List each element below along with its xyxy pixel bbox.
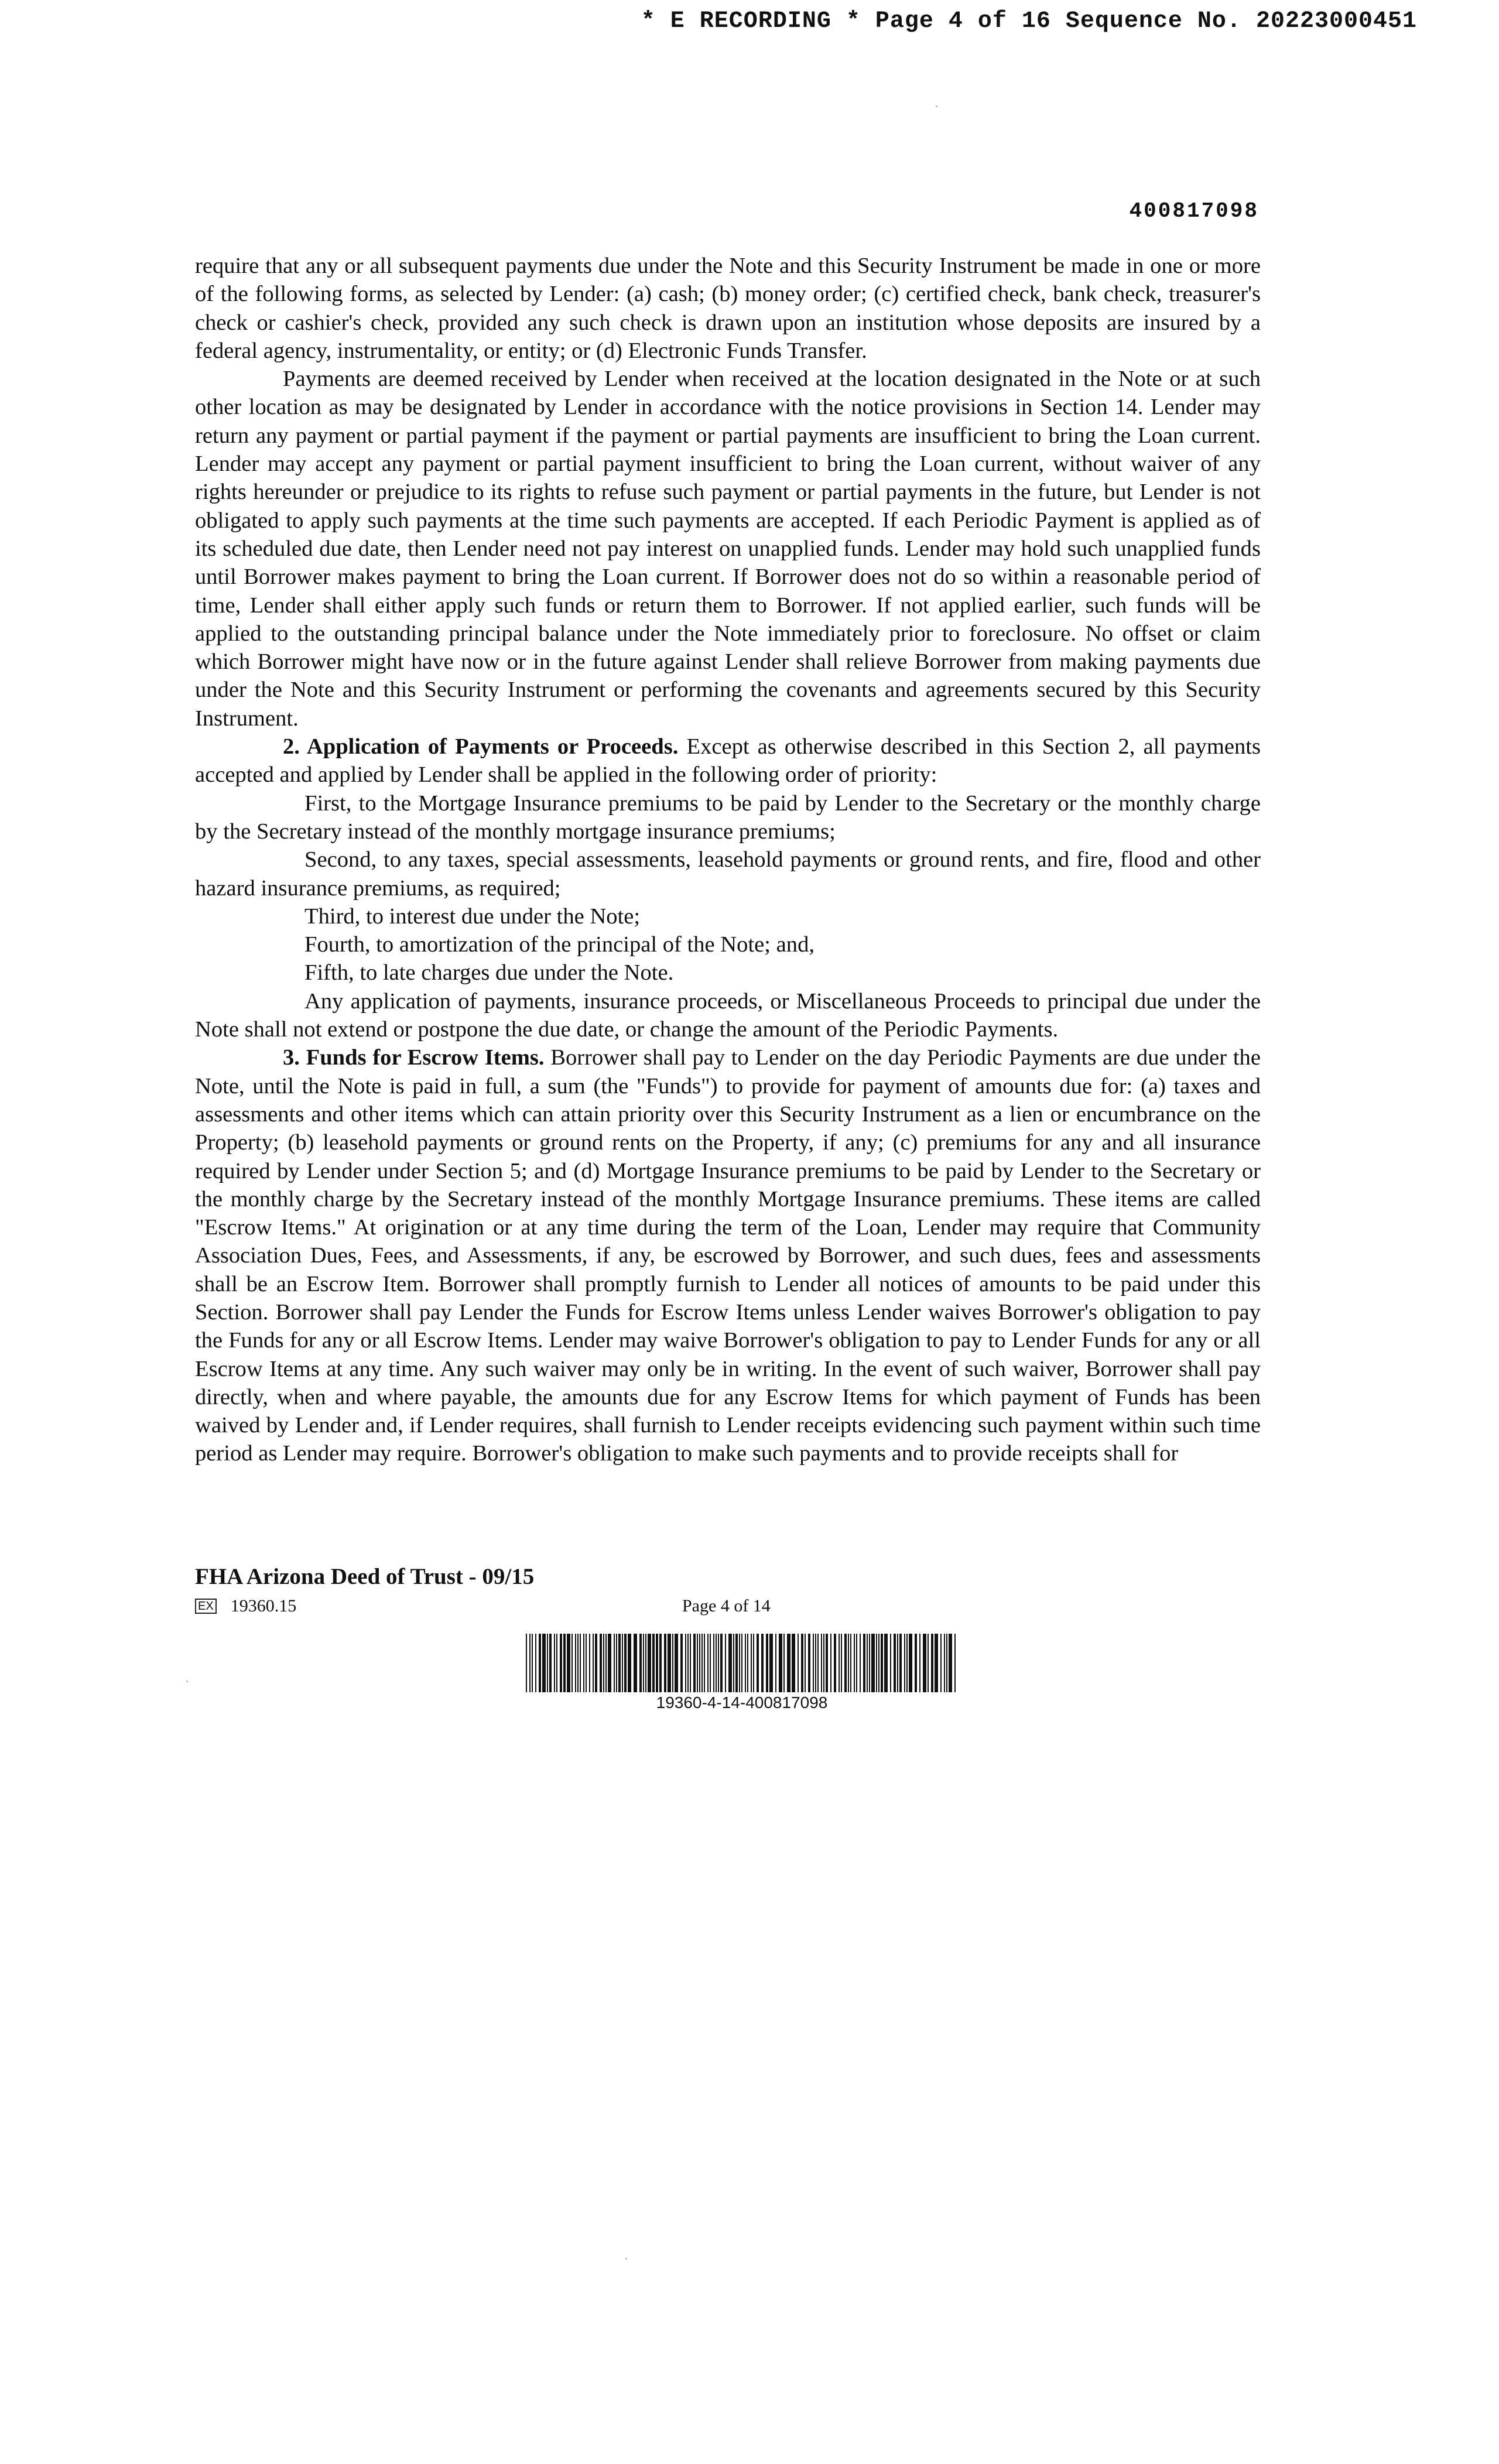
paragraph-section-3 <box>195 1043 1261 1467</box>
priority-second: Second, to any taxes, special assessments, leasehold payments or ground rents, and fire, flood and other hazard insurance premiums, as required; <box>195 847 1261 901</box>
paragraph-payments-received: Payments are deemed received by Lender when received at the location designated in the Note or at such other location as may be designated by Lender in accordance with the notice provisions in Section 14. Lender may return any payment or partial payment if the payment or partial payments are insufficient to bring the Loan current. Lender may accept any payment or partial payment insufficient to bring the Loan current, without waiver of any rights hereunder or prejudice to its rights to refuse such payment or partial payments in the future, but Lender is not obligated to apply such payments at the time such payments are accepted. If each Periodic Payment is applied as of its scheduled due date, then Lender need not pay interest on unapplied funds. Lender may hold such unapplied funds until Borrower makes payment to bring the Loan current. If Borrower does not do so within a reasonable period of time, Lender shall either apply such funds or return them to Borrower. If not applied earlier, such funds will be applied to the outstanding principal balance under the Note immediately prior to foreclosure. No offset or claim which Borrower might have now or in the future against Lender shall relieve Borrower from making payments due under the Note and this Security Instrument or performing the covenants and agreements secured by this Security Instrument. <box>195 367 1261 731</box>
priority-fourth: Fourth, to amortization of the principal of the Note; and, <box>304 932 815 957</box>
scan-speck <box>936 105 937 107</box>
section-3-text: Borrower shall pay to Lender on the day Periodic Payments are due under the Note, until the Note is paid in full, a sum (the "Funds") to provide for payment of amounts due for: (a) taxes and assessments and other items which can attain priority over this Security Instrument as a lien or encumbrance on the Property; (b) leasehold payments or ground rents on the Property, if any; (c) premiums for any and all insurance required by Lender under Section 5; and (d) Mortgage Insurance premiums to be paid by Lender to the Secretary or the monthly charge by the Secretary instead of the monthly Mortgage Insurance premiums. These items are called "Escrow Items." At origination or at any time during the term of the Loan, Lender may require that Community Association Dues, Fees, and Assessments, if any, be escrowed by Borrower, and such dues, fees and assessments shall be an Escrow Item. Borrower shall promptly furnish to Lender all notices of amounts to be paid under this Section. Borrower shall pay Lender the Funds for Escrow Items unless Lender waives Borrower's obligation to pay the Funds for any or all Escrow Items. Lender may waive Borrower's obligation to pay to Lender Funds for any or all Escrow Items at any time. Any such waiver may only be in writing. In the event of such waiver, Borrower shall pay directly, when and where payable, the amounts due for any Escrow Items for which payment of Funds has been waived by Lender and, if Lender requires, shall furnish to Lender receipts evidencing such payment within such time period as Lender may require. Borrower's obligation to make such payments and to provide receipts shall for <box>195 1045 1261 1466</box>
footer-title: FHA Arizona Deed of Trust - 09/15 <box>195 1564 535 1589</box>
paragraph-continuation: require that any or all subsequent payments due under the Note and this Security Instrument be made in one or more of the following forms, as selected by Lender: (a) cash; (b) money order; (c) certified check, bank check, treasurer's check or cashier's check, provided any such check is drawn upon an institution whose deposits are insured by a federal agency, instrumentality, or entity; or (d) Electronic Funds Transfer. <box>195 254 1261 363</box>
priority-fifth: Fifth, to late charges due under the Note. <box>304 960 674 985</box>
document-number: 400817098 <box>1129 199 1259 223</box>
ex-logo-icon: EX <box>195 1599 217 1614</box>
paragraph-application: Any application of payments, insurance proceeds, or Miscellaneous Proceeds to principal due under the Note shall not extend or postpone the due date, or change the amount of the Periodic Payments. <box>195 988 1261 1042</box>
priority-first: First, to the Mortgage Insurance premiums to be paid by Lender to the Secretary or the monthly charge by the Secretary instead of the monthly mortgage insurance premiums; <box>195 790 1261 844</box>
document-body <box>195 252 1261 1468</box>
scan-speck <box>625 2258 627 2260</box>
section-2-text: Except as otherwise described in this Section 2, all payments accepted and applied by Lender shall be applied in the following order of priority: <box>195 734 1261 788</box>
section-2-heading: 2. Application of Payments or Proceeds. <box>283 734 679 759</box>
barcode-caption: 19360-4-14-400817098 <box>656 1693 828 1712</box>
priority-third: Third, to interest due under the Note; <box>304 904 641 929</box>
footer-form-number <box>195 1596 296 1616</box>
page-label: Page 4 of 14 <box>682 1596 771 1616</box>
form-number: 19360.15 <box>230 1596 297 1616</box>
section-3-heading: 3. Funds for Escrow Items. <box>283 1045 545 1070</box>
barcode <box>525 1634 959 1692</box>
recording-header: * E RECORDING * Page 4 of 16 Sequence No. 20223000451 <box>641 8 1417 35</box>
scan-speck <box>186 1681 188 1682</box>
paragraph-section-2 <box>195 733 1261 789</box>
